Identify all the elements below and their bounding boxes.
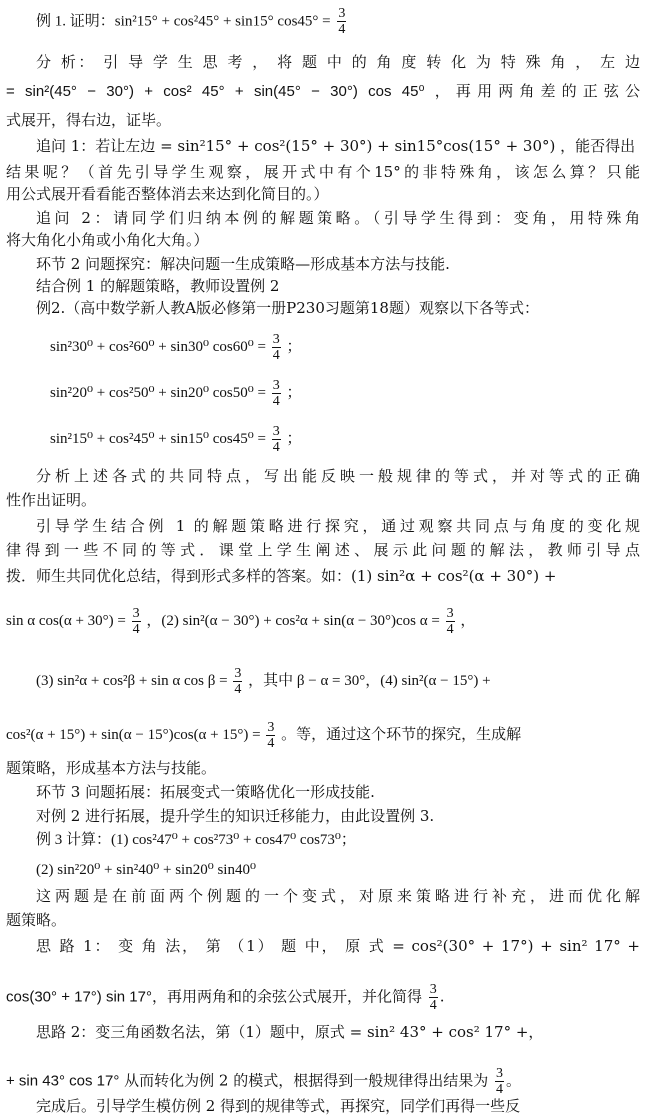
approach-1-line-2: cos(30° + 17°) sin 17°，再用两角和的余弦公式展开，并化简得 $\frac{3}{4}$ .: [6, 982, 445, 1013]
analysis-line-3: 式展开，得右边，证毕。: [6, 111, 172, 129]
fraction-3-4: $\frac{3}{4}$: [495, 1066, 503, 1097]
fraction-3-4: $\frac{3}{4}$: [272, 424, 280, 455]
guidance-line-1: 引导学生结合例 1 的解题策略进行探究，通过观察共同点与角度的变化规: [36, 517, 640, 535]
answer-form-4-continued: cos²(α + 15°) + sin(α − 15°)cos(α + 15°) = $\frac{3}{4}$ 。等，通过这个环节的探究，生成解: [6, 720, 522, 751]
fraction-3-4: $\frac{3}{4}$: [429, 982, 437, 1013]
section-2-heading: 环节 2 问题探究：解决问题一生成策略—形成基本方法与技能.: [36, 255, 450, 273]
example-2-task-line-1: 分析上述各式的共同特点，写出能反映一般规律的等式，并对等式的正确: [36, 467, 640, 485]
example-3-part-1: 例 3 计算：(1) cos²47⁰ + cos²73⁰ + cos47⁰ cos73⁰；: [36, 832, 356, 848]
variant-note-line-2: 题策略。: [6, 911, 67, 929]
followup-2-line-1: 追问 2：请同学们归纳本例的解题策略。（引导学生得到：变角，用特殊角: [36, 209, 640, 227]
fraction-3-4: $\frac{3}{4}$: [272, 378, 280, 409]
example-2-equation-2: sin²20⁰ + cos²50⁰ + sin20⁰ cos50⁰ = $\frac{3}{4}$ ；: [50, 378, 302, 409]
example-2-equation-3: sin²15⁰ + cos²45⁰ + sin15⁰ cos45⁰ = $\frac{3}{4}$ ；: [50, 424, 302, 455]
analysis-line-1: 分 析： 引 导 学 生 思 考 ， 将 题 中 的 角 度 转 化 为 特 殊 角 ， 左 边: [36, 53, 640, 71]
example-2-statement: 例2.（高中数学新人教A版必修第一册P230习题第18题）观察以下各等式：: [36, 299, 539, 317]
fraction-3-4: $\frac{3}{4}$: [267, 720, 275, 751]
followup-1-line-1: 追问 1：若让左边 = sin²15° + cos²(15° + 30°) + sin15°cos(15° + 30°) ，能否得出: [36, 137, 636, 155]
example-1-statement: [36, 6, 640, 37]
section-2-intro: 结合例 1 的解题策略，教师设置例 2: [36, 277, 280, 295]
section-3-intro: 对例 2 进行拓展，提升学生的知识迁移能力，由此设置例 3.: [36, 807, 435, 825]
fraction-3-4: $\frac{3}{4}$: [234, 666, 242, 697]
fraction-3-4: $\frac{3}{4}$: [272, 332, 280, 363]
example-1-text: 例 1. 证明：sin²15° + cos²45° + sin15° cos45° =: [36, 13, 331, 30]
answer-forms-3-4: (3) sin²α + cos²β + sin α cos β = $\frac{3}{4}$ ，其中 β − α = 30°，(4) sin²(α − 15°) +: [36, 666, 491, 697]
variant-note-line-1: 这两题是在前面两个例题的一个变式，对原来策略进行补充，进而优化解: [36, 887, 640, 905]
example-3-part-2: (2) sin²20⁰ + sin²40⁰ + sin20⁰ sin40⁰: [36, 862, 256, 878]
closing-line: 完成后。引导学生模仿例 2 得到的规律等式，再探究，同学们再得一些反: [36, 1097, 521, 1115]
example-2-equation-1: sin²30⁰ + cos²60⁰ + sin30⁰ cos60⁰ = $\frac{3}{4}$ ；: [50, 332, 302, 363]
followup-2-line-2: 将大角化小角或小角化大角。）: [6, 231, 209, 249]
analysis-line-2: = sin²(45° − 30°) + cos² 45° + sin(45° − 30°) cos 45⁰ ，再用两角差的正弦公: [6, 83, 640, 100]
answer-forms-1-2: sin α cos(α + 30°) = $\frac{3}{4}$ ，(2) sin²(α − 30°) + cos²α + sin(α − 30°)cos α = $\frac{3}{4}$ ，: [6, 606, 476, 637]
fraction-3-4: $\frac{3}{4}$: [132, 606, 140, 637]
guidance-line-2: 律得到一些不同的等式．课堂上学生阐述、展示此问题的解法，教师引导点: [6, 541, 640, 559]
guidance-line-3: 拨．师生共同优化总结，得到形式多样的答案。如：(1) sin²α + cos²(α + 30°) +: [6, 567, 557, 585]
approach-2-line-1: 思路 2：变三角函数名法，第（1）题中，原式 = sin² 43° + cos² 17° +，: [36, 1023, 544, 1041]
fraction-3-4: $\frac{3}{4}$: [446, 606, 454, 637]
example-2-task-line-2: 性作出证明。: [6, 491, 97, 509]
approach-1-line-1: 思 路 1： 变 角 法， 第 （1） 题 中， 原 式 = cos²(30° + 17°) + sin² 17° +: [36, 937, 640, 955]
strategy-line: 题策略，形成基本方法与技能。: [6, 759, 217, 777]
followup-1-line-3: 用公式展开看看能否整体消去来达到化简目的。）: [6, 185, 329, 203]
section-3-heading: 环节 3 问题拓展：拓展变式一策略优化一形成技能.: [36, 783, 375, 801]
fraction-3-4: $\frac{3}{4}$: [338, 6, 346, 37]
followup-1-line-2: 结果呢？（首先引导学生观察，展开式中有个15°的非特殊角，该怎么算？只能: [6, 163, 640, 181]
approach-2-line-2: + sin 43° cos 17° 从而转化为例 2 的模式，根据得到一般规律得出结果为 $\frac{3}{4}$ 。: [6, 1066, 521, 1097]
